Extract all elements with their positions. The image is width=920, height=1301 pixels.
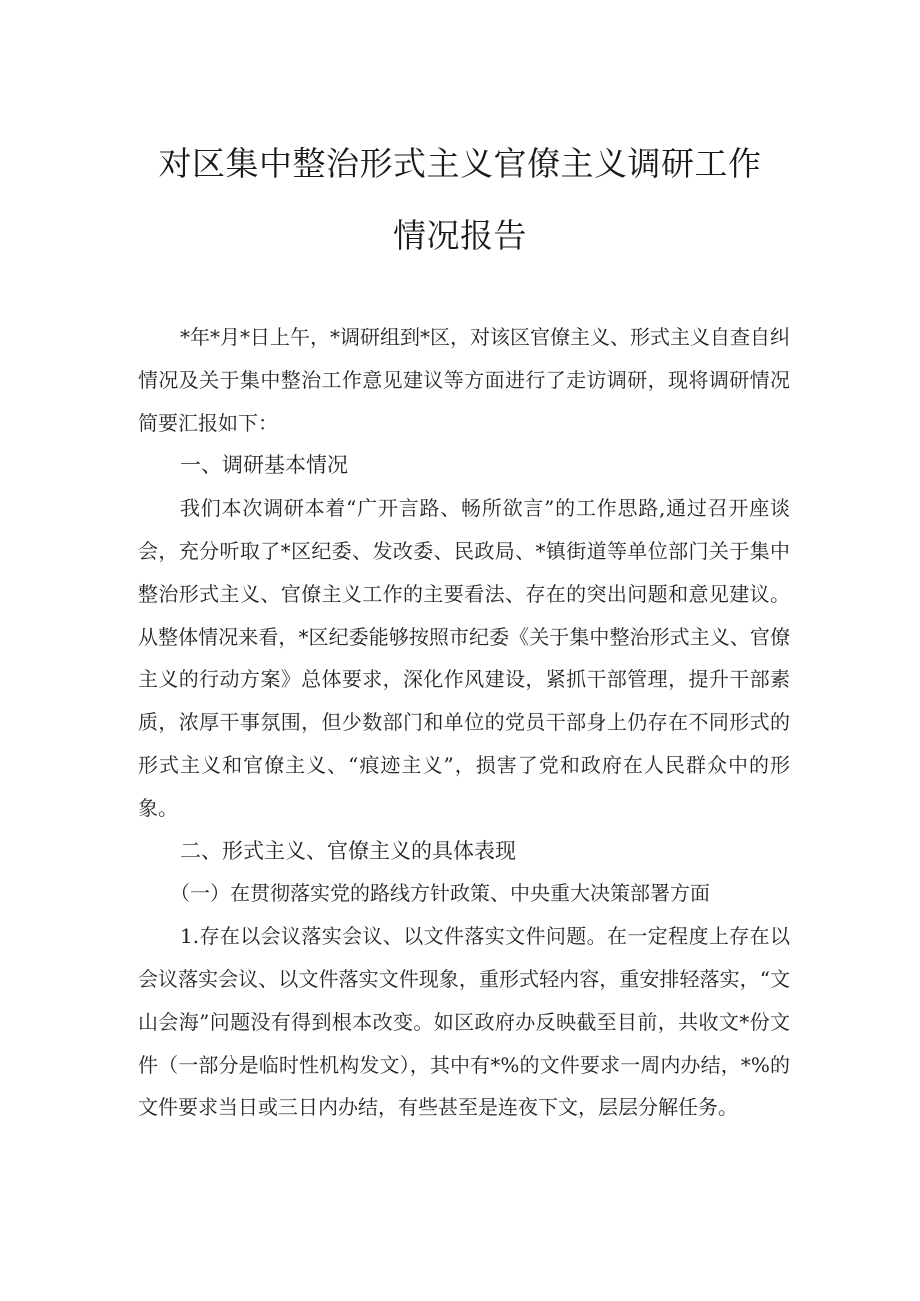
document-title-line2: 情况报告 (393, 216, 527, 255)
section2-subheading: （一）在贯彻落实党的路线方针政策、中央重大决策部署方面 (170, 881, 710, 906)
document-title-line1: 对区集中整治形式主义官僚主义调研工作 (158, 144, 762, 183)
section2-item1-paragraph: 1.存在以会议落实会议、以文件落实文件问题。在一定程度上存在以会议落实会议、以文件落实文件现象，重形式轻内容，重安排轻落实，“文山会海”问题没有得到根本改变。如区政府办反映截至目前，共收文*份文件（一部分是临时性机构发文），其中有*%的文件要求一周内办结，*%的文件要求当日或三日内办结，有些甚至是连夜下文，层层分解任务。 (138, 924, 790, 1120)
section2-heading: 二、形式主义、官僚主义的具体表现 (180, 838, 516, 863)
section1-paragraph: 我们本次调研本着“广开言路、畅所欲言”的工作思路,通过召开座谈会，充分听取了*区纪委、发改委、民政局、*镇街道等单位部门关于集中整治形式主义、官僚主义工作的主要看法、存在的突出问题和意见建议。从整体情况来看，*区纪委能够按照市纪委《关于集中整治形式主义、官僚主义的行动方案》总体要求，深化作风建设，紧抓干部管理，提升干部素质，浓厚干事氛围，但少数部门和单位的党员干部身上仍存在不同形式的形式主义和官僚主义、“痕迹主义”，损害了党和政府在人民群众中的形象。 (138, 496, 790, 820)
section1-heading: 一、调研基本情况 (180, 453, 348, 478)
document-body (138, 316, 790, 1129)
intro-paragraph: *年*月*日上午，*调研组到*区，对该区官僚主义、形式主义自查自纠情况及关于集中整治工作意见建议等方面进行了走访调研，现将调研情况简要汇报如下： (138, 325, 790, 435)
